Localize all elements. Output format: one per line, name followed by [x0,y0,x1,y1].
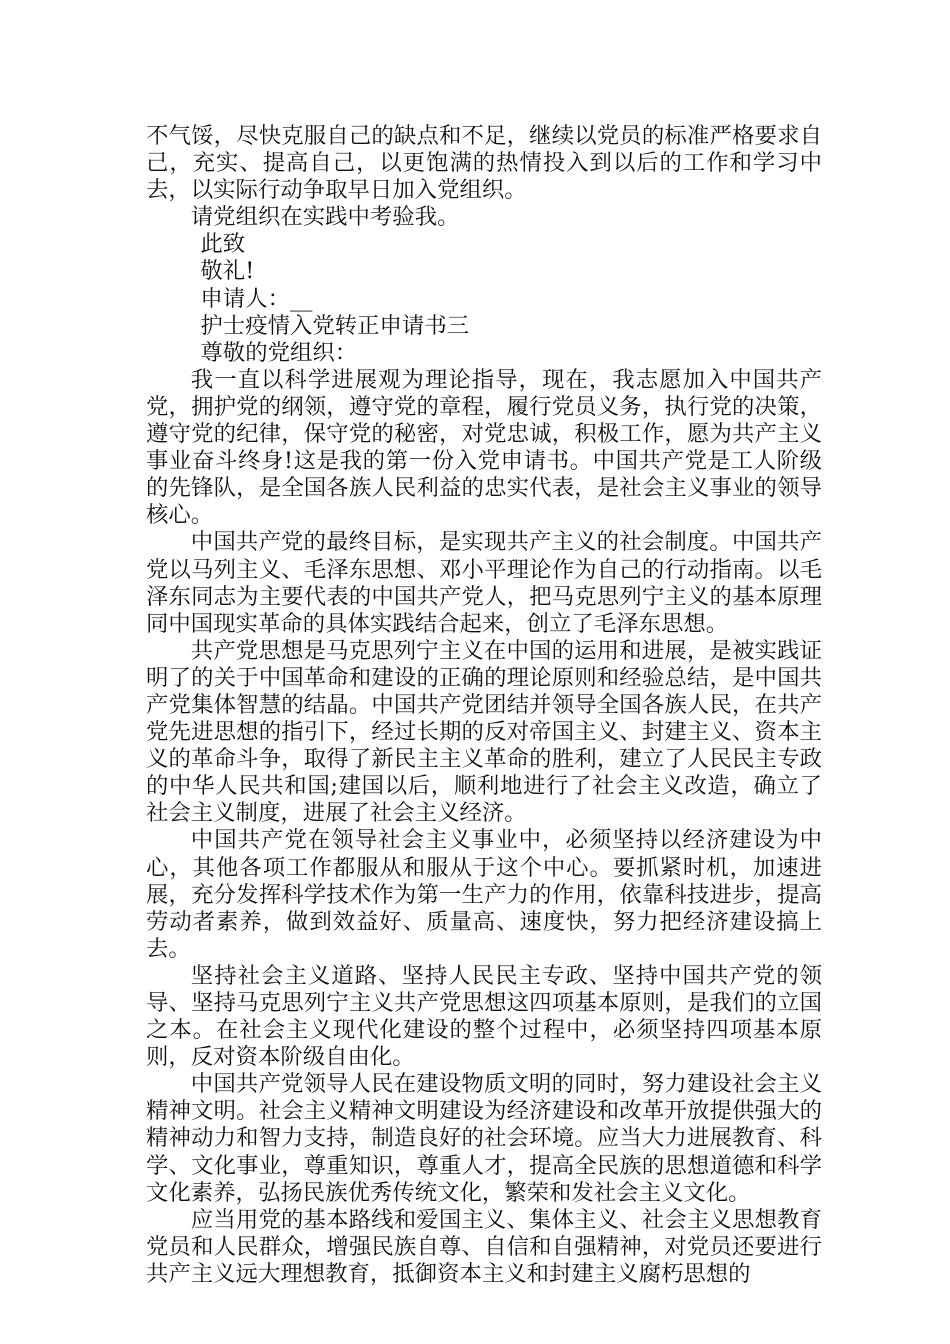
paragraph: 中国共产党的最终目标，是实现共产主义的社会制度。中国共产党以马列主义、毛泽东思想、邓小平理论作为自己的行动指南。以毛泽东同志为主要代表的中国共产党人，把马克思列宁主义的基本原理同中国现实革命的具体实践结合起来，创立了毛泽东思想。 [146,529,822,637]
paragraph: 中国共产党领导人民在建设物质文明的同时，努力建设社会主义精神文明。社会主义精神文明建设为经济建设和改革开放提供强大的精神动力和智力支持，制造良好的社会环境。应当大力进展教育、科学、文化事业，尊重知识，尊重人才，提高全民族的思想道德和科学文化素养，弘扬民族优秀传统文化，繁荣和发社会主义文化。 [146,1071,822,1206]
section-title: 护士疫情入党转正申请书三 [200,312,470,339]
document-page [146,123,822,1288]
paragraph: 应当用党的基本路线和爱国主义、集体主义、社会主义思想教育党员和人民群众，增强民族自尊、自信和自强精神，对党员还要进行共产主义远大理想教育，抵御资本主义和封建主义腐朽思想的 [146,1206,822,1287]
paragraph: 请党组织在实践中考验我。 [190,204,460,231]
greeting: 尊敬的党组织： [200,339,358,366]
paragraph: 我一直以科学进展观为理论指导，现在，我志愿加入中国共产党，拥护党的纲领，遵守党的章程，履行党员义务，执行党的决策，遵守党的纪律，保守党的秘密，对党忠诚，积极工作，愿为共产主义事业奋斗终身!这是我的第一份入党申请书。中国共产党是工人阶级的先锋队，是全国各族人民利益的忠实代表，是社会主义事业的领导核心。 [146,366,822,529]
paragraph: 中国共产党在领导社会主义事业中，必须坚持以经济建设为中心，其他各项工作都服从和服从于这个中心。要抓紧时机，加速进展，充分发挥科学技术作为第一生产力的作用，依靠科技进步，提高劳动者素养，做到效益好、质量高、速度快，努力把经济建设搞上去。 [146,827,822,962]
applicant-signature: 申请人：__ [200,285,313,312]
paragraph: 共产党思想是马克思列宁主义在中国的运用和进展，是被实践证明了的关于中国革命和建设的正确的理论原则和经验总结，是中国共产党集体智慧的结晶。中国共产党团结并领导全国各族人民，在共产党先进思想的指引下，经过长期的反对帝国主义、封建主义、资本主义的革命斗争，取得了新民主主义革命的胜利，建立了人民民主专政的中华人民共和国;建国以后，顺利地进行了社会主义改造，确立了社会主义制度，进展了社会主义经济。 [146,637,822,827]
closing-salutation: 此致 [200,231,246,258]
paragraph: 坚持社会主义道路、坚持人民民主专政、坚持中国共产党的领导、坚持马克思列宁主义共产党思想这四项基本原则，是我们的立国之本。在社会主义现代化建设的整个过程中，必须坚持四项基本原则，反对资本阶级自由化。 [146,962,822,1071]
paragraph: 不气馁，尽快克服自己的缺点和不足，继续以党员的标准严格要求自己，充实、提高自己，以更饱满的热情投入到以后的工作和学习中去，以实际行动争取早日加入党组织。 [146,123,822,204]
closing-respect: 敬礼! [200,258,255,285]
